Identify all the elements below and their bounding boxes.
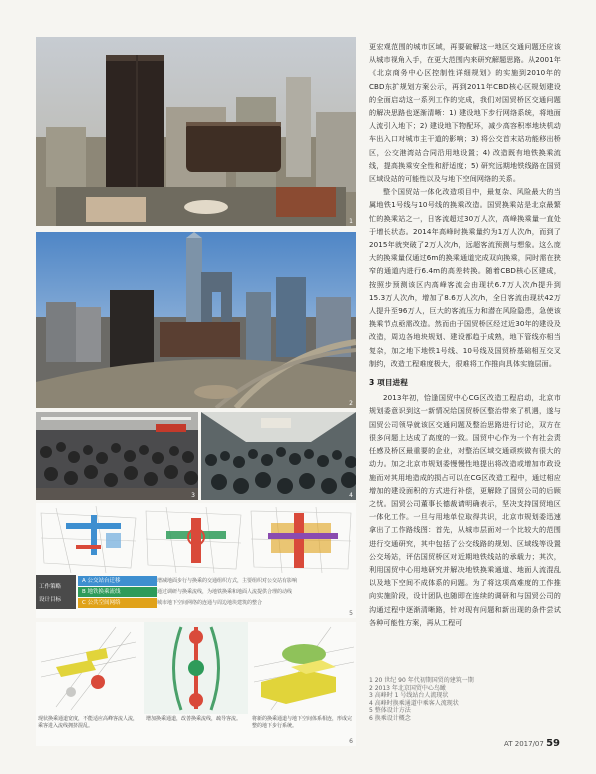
diagram6-caption-3: 将新的换乘通道与地下空间体系相连，形成完整的地下步行系统。 [252,716,353,729]
paragraph: 整个国贸站一体化改造项目中，最复杂、风险最大的当属地铁1号线与10号线的换乘改造。国贸换乘站是北京最繁忙的换乘站之一，日客流超过30万人次，高峰换乘量一直处于增长状态。2014年高峰时换乘量约为1万人次/h，而到了2015年就突破了2万人次/h，远超客流预测与想象。这么庞大的换乘量仅通过6m的换乘通道完成双向换乘，同时需在狭窄的通道内进行6.4m的高差转换。随着CBD核心区建成，按照步预测该区内高峰客流会由现状6.7万人次/h提升到15.3万人次/h，增加了8.6万人次/h，全日客流由现状42万人提升至96万人，巨大的客流压力和潜在风险隐患，急使该换乘节点亟需改造。然而由于国贸桥区经过近30年的建设及改造，周边各地块规划、建设都趋于成熟，地下管线亦相当复杂，加之地下地铁1号线、10号线及国贸桥基础相互交叉制约，改造工程难度极大，很难将工作推向具体实施层面。 [369,187,561,368]
photo-number: 2 [349,400,353,407]
caption-item: 6 换乘设计概念 [369,714,411,722]
photo-number: 6 [349,738,353,745]
paragraph: 更宏观范围的城市区域，再要破解这一地区交通问题还应该从城市视角入手，在更大范围内来研究解题思路。从2001年《北京商务中心区控制性详细规划》的实施到2010年的CBD东扩规划方案公示，再到2011年CBD核心区规划建设的全面启动这一系列工作的完成，我们对国贸桥区交通问题的解决思路也逐渐清晰：1) 建设地下步行网络系统，将地面人流引入地下；2) 建设地下物配环，减少高容积率地块机动车出入口对城市主干道的影响；3) 将公交首末站功能移出桥区，公交港湾站合同沿用地设置；4) 改造既有地铁换乘流线，提高换乘安全性和舒适度；5) 研究远期地铁线路在国贸区域设站的可能性以及与地下空间网络的关系。 [369,42,561,184]
journal-issue: AT 2017/07 [504,740,544,748]
legend-item-c: C 公共空间网络 [78,598,157,608]
photo-4-transfer-corridor-crowd [201,412,356,500]
legend-item-a: A 公交站台迁移 [78,576,157,586]
diagram5-side-label-2: 设计目标 [39,597,62,603]
caption-item: 5 整体设计方法 [369,707,411,715]
photo-number: 5 [349,610,353,617]
photo-number: 3 [191,492,195,499]
legend-item-b: B 地铁换乘流线 [78,587,157,597]
photo-1-guomao-1990s [36,37,356,226]
legend-desc-b: 通过调研与换乘流线，为地铁换乘和地面人流提供合理的动线 [157,589,293,595]
figure-captions [369,677,561,723]
diagram6-caption-1: 现状换乘通道宽度，不能适应高峰客流人流，乘客进入流线拥挤混乱。 [38,716,139,729]
page-footer [504,738,560,749]
caption-item: 1 20 世纪 90 年代初期国贸的建筑一期 [369,677,474,684]
caption-item: 2 2013 年北京国贸中心鸟瞰 [369,684,446,692]
photo-number: 4 [349,492,353,499]
diagram-5-overall-design-method [36,503,356,618]
legend-desc-a: 增减地面步行与换乘的交通组织方式，主要组织对公交站有影响 [157,578,298,584]
legend-desc-c: 城市地下空间网络的连通与周边地块建筑的整合 [157,600,263,606]
caption-item: 4 高峰时换乘通道中乘客人流现状 [369,699,459,707]
photo-3-platform-crowd [36,412,198,500]
paragraph: 2013年初，恰逢国贸中心CG区改造工程启动，北京市规划委意识到这一新情况给国贸桥区整治带来了机遇，遂与国贸公司领导就该区交通问题及整治思路进行讨论，双方在很多问题上达成了高度的一致。国贸中心作为一个有社会责任感及桥区最重要的企业，对整治区域交通顽疾做有很大的动力。加之北京市规划委慢慢性地提出将改造或增加市政设施而对其用地造成的损占可以在CG区改造工程中，通过相应增加的建设面积的方式进行补偿，更解除了国贸公司的后顾之忧。国贸公司董事长德裁请明确表示，坚决支持国贸地区一体化工作。一旦与用地单位取得共识，北京市规划委迅速拿出了工作路线图：首先，从城市层面对一个比较大的范围进行交通研究，其中包括了公交线路的规划、区域线等设置公交场站，评估国贸桥区对近期地铁线站的承载力；其次，利用国贸中心用地研究并解决地铁换乘通道、地面人流混乱以及地下空间不成体系的问题。为了将这项高难度的工作推向实施阶段，设计团队也随即在连续的调研和与国贸公司的沟通过程中逐渐清晰路，针对现有问题和新出现的条件尝试各种可能性方案，再从工程可 [369,393,561,627]
caption-item: 3 高峰时 1 号线站台人流现状 [369,692,449,700]
diagram-6-transfer-design-concept [36,622,356,746]
photo-2-guomao-2013-aerial [36,232,356,408]
page-number: 59 [546,738,560,749]
section-heading: 3 项目进程 [369,378,408,388]
diagram6-caption-2: 增加换乘通道，改善换乘流线，疏导客流。 [146,716,242,722]
article-text-column [369,40,561,629]
diagram5-side-label-1: 工作策略 [39,584,62,590]
photo-number: 1 [349,218,353,225]
